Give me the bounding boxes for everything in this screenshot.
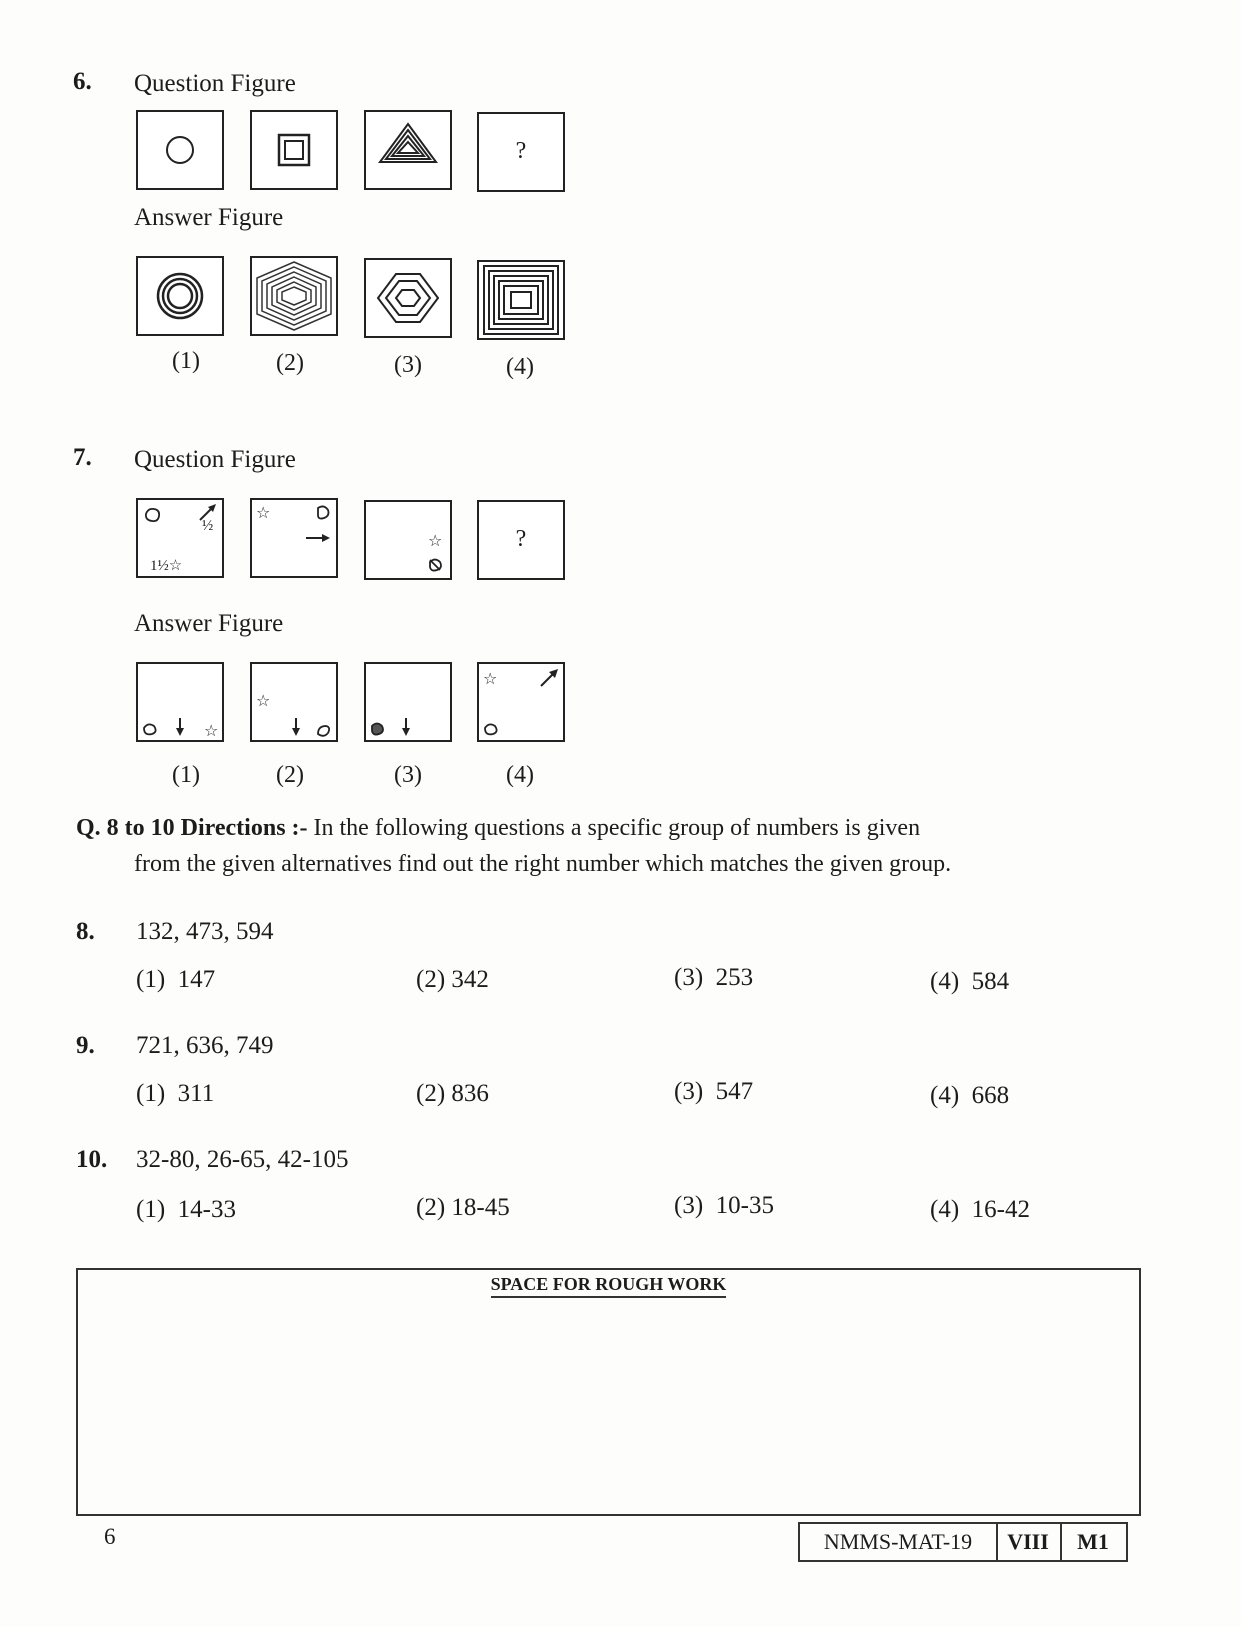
q7-fig1-star-text: 1½☆ <box>150 558 183 574</box>
q6-answer-figure-2[interactable] <box>250 256 338 336</box>
q10-option-2[interactable]: (2) 18-45 <box>416 1194 510 1221</box>
directions-block <box>76 810 1136 882</box>
q7-option-label-2: (2) <box>276 762 304 788</box>
q8-number: 8. <box>76 918 95 945</box>
q6-answer-label: Answer Figure <box>134 204 284 231</box>
q9-option-2[interactable]: (2) 836 <box>416 1080 489 1107</box>
star-icon: ☆ <box>256 691 271 710</box>
q7-fig1-half-text: ½ <box>202 518 214 534</box>
q8-option-4[interactable]: (4) 584 <box>930 968 1010 995</box>
q7-answer-figure-3[interactable] <box>364 662 452 742</box>
footer-code: NMMS-MAT-19 <box>798 1522 998 1562</box>
footer-class: VIII <box>996 1522 1062 1562</box>
q6-option-label-3: (3) <box>394 352 422 378</box>
q6-question-figure-2 <box>250 110 338 190</box>
q7-question-mark: ? <box>515 526 527 552</box>
q6-option-label-2: (2) <box>276 350 304 376</box>
q8-group: 132, 473, 594 <box>136 918 274 945</box>
q7-option-label-1: (1) <box>172 762 200 788</box>
q7-option-label-3: (3) <box>394 762 422 788</box>
q8-option-1[interactable]: (1) 147 <box>136 966 216 993</box>
page-number: 6 <box>104 1524 116 1549</box>
q7-question-figure-1 <box>136 498 224 578</box>
q10-option-1[interactable]: (1) 14-33 <box>136 1196 236 1223</box>
q7-option-label-4: (4) <box>506 762 534 788</box>
directions-line-2: from the given alternatives find out the right number which matches the given group. <box>134 851 952 877</box>
q7-answer-figure-1[interactable] <box>136 662 224 742</box>
q9-number: 9. <box>76 1032 95 1059</box>
q9-option-3[interactable]: (3) 547 <box>674 1078 754 1105</box>
star-icon: ☆ <box>428 531 443 550</box>
q9-option-1[interactable]: (1) 311 <box>136 1080 215 1107</box>
q6-option-label-1: (1) <box>172 348 200 374</box>
star-icon: ☆ <box>483 669 498 688</box>
rough-work-title: SPACE FOR ROUGH WORK <box>491 1274 727 1298</box>
q6-question-figure-1 <box>136 110 224 190</box>
q8-option-3[interactable]: (3) 253 <box>674 964 754 991</box>
q10-option-4[interactable]: (4) 16-42 <box>930 1196 1030 1223</box>
q7-question-label: Question Figure <box>134 446 296 473</box>
q6-answer-figure-4[interactable] <box>477 260 565 340</box>
rough-work-box <box>76 1268 1141 1516</box>
q6-number: 6. <box>73 68 92 95</box>
q6-question-label: Question Figure <box>134 70 296 97</box>
q7-question-figure-4 <box>477 500 565 580</box>
q7-question-figure-3 <box>364 500 452 580</box>
star-icon: ☆ <box>204 721 219 740</box>
directions-label: Q. 8 to 10 Directions :- <box>76 815 308 841</box>
q6-option-label-4: (4) <box>506 354 534 380</box>
q10-group: 32-80, 26-65, 42-105 <box>136 1146 349 1173</box>
q6-question-figure-4 <box>477 112 565 192</box>
q6-answer-figure-3[interactable] <box>364 258 452 338</box>
footer-series: M1 <box>1060 1522 1128 1562</box>
q6-question-figure-3 <box>364 110 452 190</box>
q6-question-mark: ? <box>515 138 527 164</box>
q9-group: 721, 636, 749 <box>136 1032 274 1059</box>
q7-answer-figure-2[interactable] <box>250 662 338 742</box>
q7-answer-label: Answer Figure <box>134 610 284 637</box>
q6-answer-figure-1[interactable] <box>136 256 224 336</box>
q7-number: 7. <box>73 444 92 471</box>
directions-line-1: In the following questions a specific group of numbers is given <box>313 815 921 841</box>
q10-number: 10. <box>76 1146 108 1173</box>
q7-answer-figure-4[interactable] <box>477 662 565 742</box>
q9-option-4[interactable]: (4) 668 <box>930 1082 1010 1109</box>
q8-option-2[interactable]: (2) 342 <box>416 966 489 993</box>
q7-question-figure-2 <box>250 498 338 578</box>
star-icon: ☆ <box>256 503 271 522</box>
q10-option-3[interactable]: (3) 10-35 <box>674 1192 774 1219</box>
